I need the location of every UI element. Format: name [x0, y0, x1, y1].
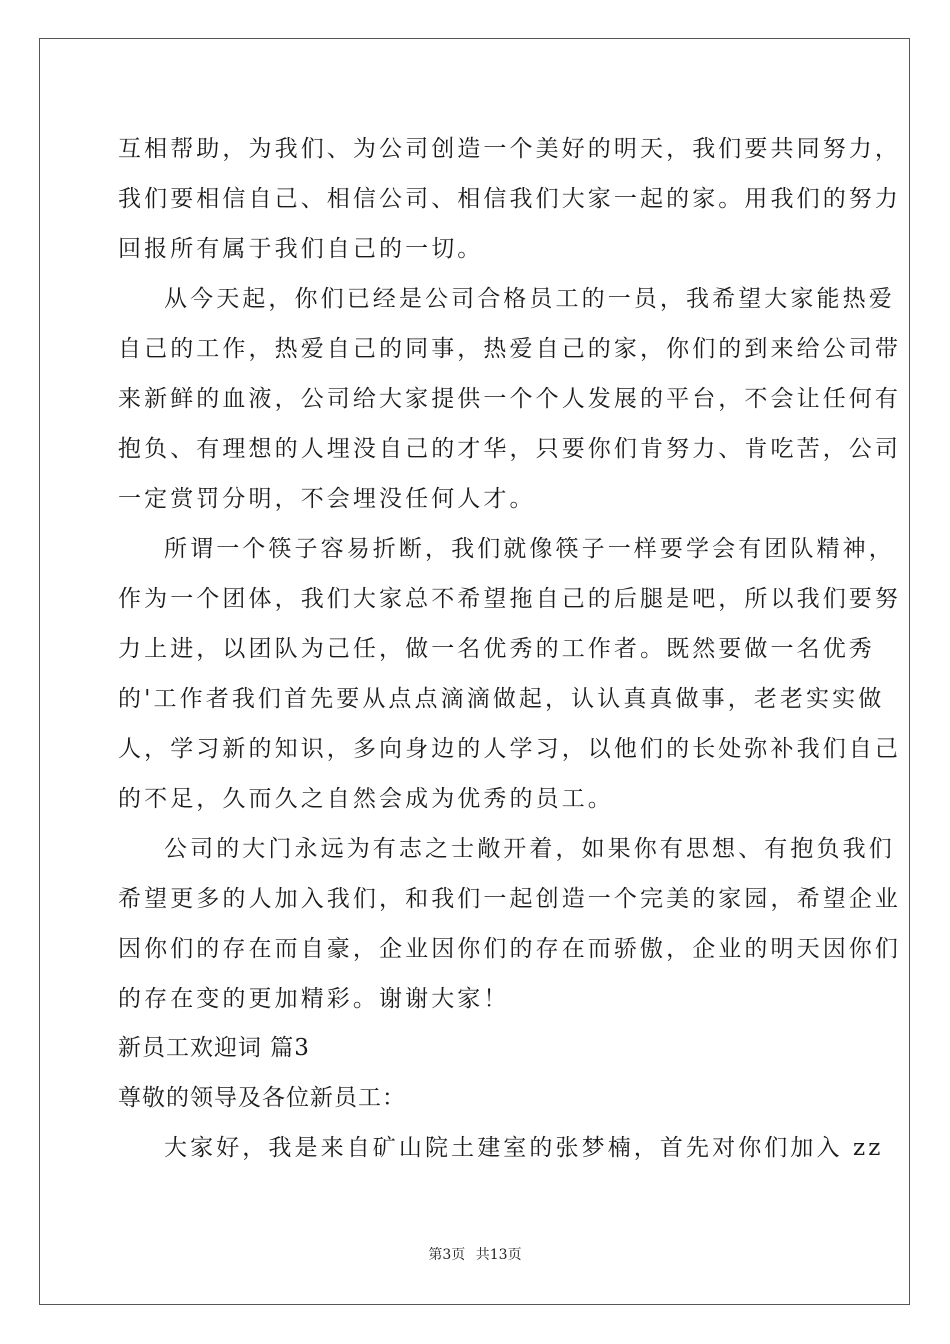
text-line: 互相帮助，为我们、为公司创造一个美好的明天，我们要共同努力，	[118, 136, 901, 162]
section-heading: 新员工欢迎词 篇3	[118, 1035, 310, 1061]
text-line: 自己的工作，热爱自己的同事，热爱自己的家，你们的到来给公司带	[118, 336, 901, 362]
page-total: 共13页	[475, 1247, 522, 1263]
text-line: 力上进，以团队为己任，做一名优秀的工作者。既然要做一名优秀	[118, 636, 875, 662]
text-line: 作为一个团体，我们大家总不希望拖自己的后腿是吧，所以我们要努	[118, 586, 901, 612]
paragraph-first-line: 所谓一个筷子容易折断，我们就像筷子一样要学会有团队精神，	[164, 536, 895, 562]
text-line: 因你们的存在而自豪，企业因你们的存在而骄傲，企业的明天因你们	[118, 936, 901, 962]
page-number: 第3页	[428, 1247, 466, 1263]
text-line: 人，学习新的知识，多向身边的人学习，以他们的长处弥补我们自己	[118, 736, 901, 762]
page-footer	[0, 1246, 950, 1264]
salutation: 尊敬的领导及各位新员工：	[118, 1085, 406, 1111]
paragraph-first-line: 从今天起，你们已经是公司合格员工的一员，我希望大家能热爱	[164, 286, 895, 312]
text-line: 一定赏罚分明，不会埋没任何人才。	[118, 486, 536, 512]
text-line: 的存在变的更加精彩。谢谢大家！	[118, 986, 510, 1012]
text-line: 抱负、有理想的人埋没自己的才华，只要你们肯努力、肯吃苦，公司	[118, 436, 901, 462]
text-line: 回报所有属于我们自己的一切。	[118, 236, 484, 262]
page-frame	[39, 38, 910, 1305]
text-line: 来新鲜的血液，公司给大家提供一个个人发展的平台，不会让任何有	[118, 386, 901, 412]
text-line: 的'工作者我们首先要从点点滴滴做起，认认真真做事，老老实实做	[118, 686, 885, 712]
paragraph-first-line: 大家好，我是来自矿山院土建室的张梦楠，首先对你们加入 zz	[164, 1135, 884, 1161]
text-line: 的不足，久而久之自然会成为优秀的员工。	[118, 786, 614, 812]
text-line: 希望更多的人加入我们，和我们一起创造一个完美的家园，希望企业	[118, 886, 901, 912]
paragraph-first-line: 公司的大门永远为有志之士敞开着，如果你有思想、有抱负我们	[164, 836, 895, 862]
text-line: 我们要相信自己、相信公司、相信我们大家一起的家。用我们的努力	[118, 186, 901, 212]
